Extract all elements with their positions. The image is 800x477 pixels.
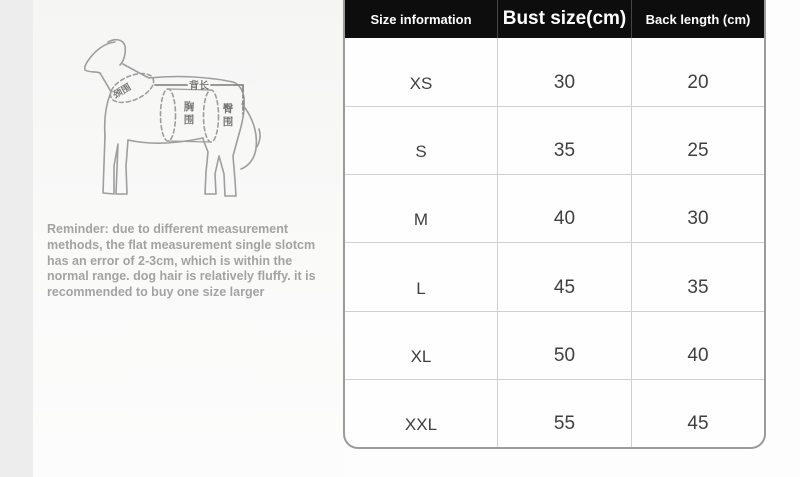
neck-girth-band bbox=[106, 68, 158, 109]
measurement-reminder-text: Reminder: due to different measurement methods, the flat measurement single slotcm has an error of 2-3cm, which is within the normal range. dog hair is relatively fluffy. it is recommended to buy one size larger bbox=[47, 222, 316, 299]
dog-head bbox=[85, 42, 115, 92]
table-cell-back-length: 25 bbox=[631, 106, 764, 174]
dog-outline-drawing bbox=[75, 36, 265, 212]
bust-girth-label-top: 胸 bbox=[183, 101, 195, 113]
left-gray-strip bbox=[0, 0, 33, 477]
table-cell-size: M bbox=[345, 174, 497, 242]
size-table bbox=[343, 0, 766, 449]
bust-girth-label-bottom: 围 bbox=[183, 114, 195, 126]
dog-neck bbox=[123, 64, 149, 78]
table-cell-bust: 30 bbox=[497, 38, 631, 106]
table-cell-back-length: 40 bbox=[631, 311, 764, 379]
table-cell-bust: 40 bbox=[497, 174, 631, 242]
table-cell-bust: 55 bbox=[497, 379, 631, 447]
measurement-panel bbox=[33, 0, 343, 477]
table-cell-size: XS bbox=[409, 74, 433, 94]
hip-girth-label-bottom: 围 bbox=[222, 116, 234, 128]
table-header-size: Size information bbox=[345, 0, 497, 38]
bust-girth-band-rear bbox=[204, 90, 219, 142]
table-cell-back-length: 45 bbox=[631, 379, 764, 447]
dog-front-legs bbox=[103, 136, 128, 194]
table-cell-bust: 35 bbox=[497, 106, 631, 174]
table-cell-back-length: 30 bbox=[631, 174, 764, 242]
table-cell-back-length: 35 bbox=[631, 242, 764, 310]
table-cell-back-length: 20 bbox=[631, 38, 764, 106]
table-cell-size: S bbox=[345, 106, 497, 174]
hip-girth-label-top: 臀 bbox=[222, 103, 234, 115]
table-cell-bust: 50 bbox=[497, 311, 631, 379]
table-cell-bust: 45 bbox=[497, 242, 631, 310]
table-cell-size: XXL bbox=[345, 379, 497, 447]
neck-girth-label: 颈围 bbox=[111, 81, 134, 101]
bust-girth-band-front bbox=[161, 89, 176, 141]
back-length-label: 背长 bbox=[189, 81, 209, 92]
table-header-back-length: Back length (cm) bbox=[631, 0, 764, 38]
table-cell-size: XL bbox=[345, 311, 497, 379]
dog-chest bbox=[105, 92, 111, 136]
dog-measurement-diagram bbox=[75, 36, 265, 212]
dog-hind-legs bbox=[203, 134, 239, 196]
table-header-bust: Bust size(cm) bbox=[497, 0, 631, 38]
table-cell-size: L bbox=[345, 242, 497, 310]
